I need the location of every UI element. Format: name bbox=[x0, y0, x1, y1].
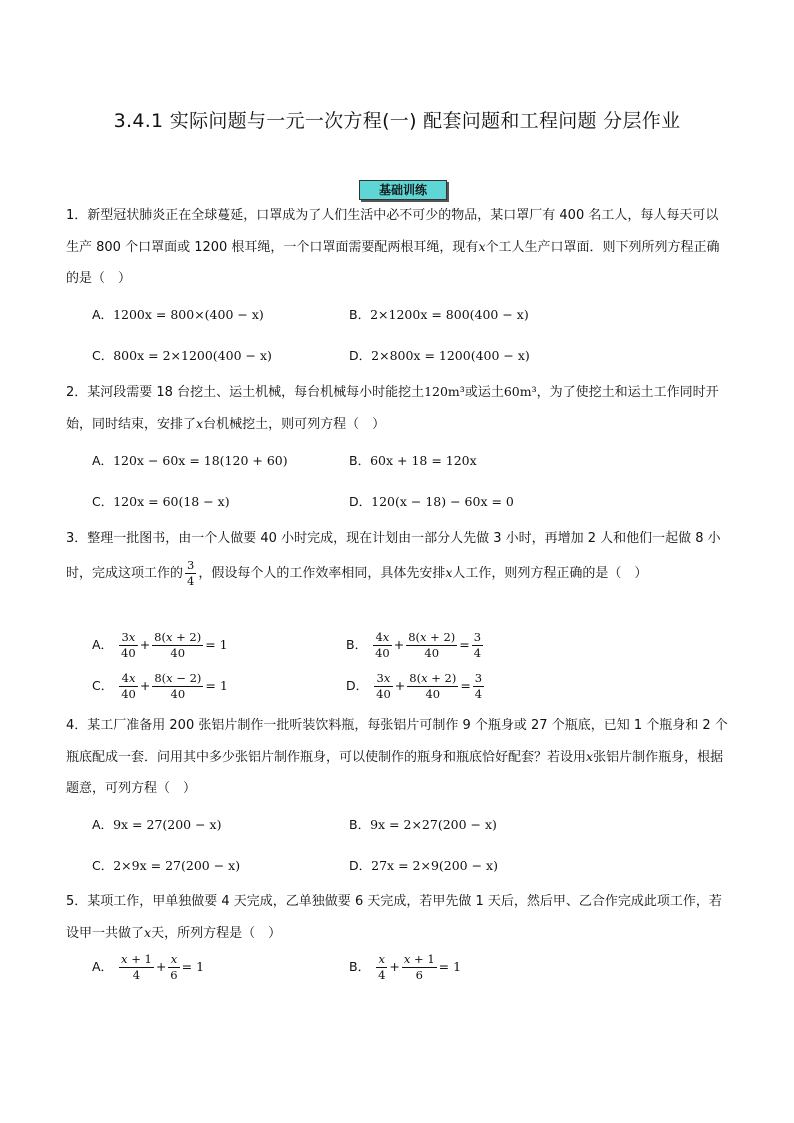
q3-option-b[interactable]: B． $\frac{4x}{40}$ + $\frac{8(x + 2)}{40}$ = $\frac{3}{4}$ bbox=[346, 630, 482, 660]
q1-option-d[interactable]: D．2×800x = 1200(400 − x) bbox=[349, 348, 530, 363]
question-5-text: 5．某项工作，甲单独做要 4 天完成，乙单独做要 6 天完成，若甲先做 1 天后，然后甲、乙合作完成此项工作，若设甲一共做了x天，所列方程是（ ） bbox=[66, 894, 722, 941]
q4-option-d-formula: 27x = 2×9(200 − x) bbox=[371, 858, 498, 873]
q4-option-d[interactable]: D．27x = 2×9(200 − x) bbox=[349, 858, 498, 873]
q1-option-b[interactable]: B．2×1200x = 800(400 − x) bbox=[349, 307, 529, 322]
q4-option-a[interactable]: A．9x = 27(200 − x) bbox=[92, 817, 222, 832]
q2-option-c-formula: 120x = 60(18 − x) bbox=[113, 494, 230, 509]
q1-option-c-formula: 800x = 2×1200(400 − x) bbox=[113, 348, 272, 363]
q4-option-b-formula: 9x = 2×27(200 − x) bbox=[370, 817, 497, 832]
q2-option-d[interactable]: D．120(x − 18) − 60x = 0 bbox=[349, 494, 514, 509]
q5-option-a[interactable]: A． $\frac{x + 1}{4}$ + $\frac{x}{6}$ = 1 bbox=[92, 952, 205, 982]
section-badge: 基础训练 bbox=[359, 180, 447, 200]
q4-option-c[interactable]: C．2×9x = 27(200 − x) bbox=[92, 858, 241, 873]
question-2-text: 2．某河段需要 18 台挖土、运土机械，每台机械每小时能挖土120m³或运土60m³，为了使挖土和运土工作同时开始，同时结束，安排了x台机械挖土，则可列方程（ ） bbox=[66, 384, 719, 432]
q3-option-d[interactable]: D． $\frac{3x}{40}$ + $\frac{8(x + 2)}{40}$ = $\frac{3}{4}$ bbox=[346, 671, 483, 701]
q4-option-c-formula: 2×9x = 27(200 − x) bbox=[113, 858, 241, 873]
q1-option-a[interactable]: A．1200x = 800×(400 − x) bbox=[92, 307, 264, 322]
q2-option-a-formula: 120x − 60x = 18(120 + 60) bbox=[113, 453, 288, 468]
page-title: 3.4.1 实际问题与一元一次方程(一) 配套问题和工程问题 分层作业 bbox=[113, 110, 681, 132]
question-1-text: 1．新型冠状肺炎正在全球蔓延，口罩成为了人们生活中必不可少的物品，某口罩厂有 400 名工人，每人每天可以生产 800 个口罩面或 1200 根耳绳，一个口罩面需要配两根耳绳，现有x个工人生产口罩面．则下列所列方程正确的是（ ） bbox=[66, 208, 720, 286]
q2-option-b[interactable]: B．60x + 18 = 120x bbox=[349, 453, 477, 468]
three-quarters-fraction: $\frac{3}{4}$ bbox=[187, 558, 195, 588]
q1-option-c[interactable]: C．800x = 2×1200(400 − x) bbox=[92, 348, 272, 363]
question-3-text: 3．整理一批图书，由一个人做要 40 小时完成，现在计划由一部分人先做 3 小时，再增加 2 人和他们一起做 8 小时，完成这项工作的 $\frac{3}{4}$ ，假设每个人的工作效率相同，具体先安排x人工作，则列方程正确的是（ ） bbox=[66, 531, 721, 588]
q4-option-a-formula: 9x = 27(200 − x) bbox=[113, 817, 222, 832]
q1-option-a-formula: 1200x = 800×(400 − x) bbox=[113, 307, 264, 322]
q3-option-a[interactable]: A． $\frac{3x}{40}$ + $\frac{8(x + 2)}{40}$ = 1 bbox=[92, 630, 228, 660]
q2-option-d-formula: 120(x − 18) − 60x = 0 bbox=[371, 494, 514, 509]
q1-option-d-formula: 2×800x = 1200(400 − x) bbox=[371, 348, 530, 363]
q4-option-b[interactable]: B．9x = 2×27(200 − x) bbox=[349, 817, 497, 832]
q1-option-b-formula: 2×1200x = 800(400 − x) bbox=[370, 307, 529, 322]
q3-option-c[interactable]: C． $\frac{4x}{40}$ + $\frac{8(x - 2)}{40}$ = 1 bbox=[92, 671, 228, 701]
q2-option-a[interactable]: A．120x − 60x = 18(120 + 60) bbox=[92, 453, 288, 468]
q2-option-b-formula: 60x + 18 = 120x bbox=[370, 453, 477, 468]
q2-option-c[interactable]: C．120x = 60(18 − x) bbox=[92, 494, 230, 509]
question-4-text: 4．某工厂准备用 200 张铝片制作一批听装饮料瓶，每张铝片可制作 9 个瓶身或 27 个瓶底，已知 1 个瓶身和 2 个瓶底配成一套．问用其中多少张铝片制作瓶身，可以使制作的瓶身和瓶底恰好配套？若设用x张铝片制作瓶身，根据题意，可列方程（ ） bbox=[66, 718, 728, 796]
q5-option-b[interactable]: B． $\frac{x}{4}$ + $\frac{x + 1}{6}$ = 1 bbox=[349, 952, 462, 982]
